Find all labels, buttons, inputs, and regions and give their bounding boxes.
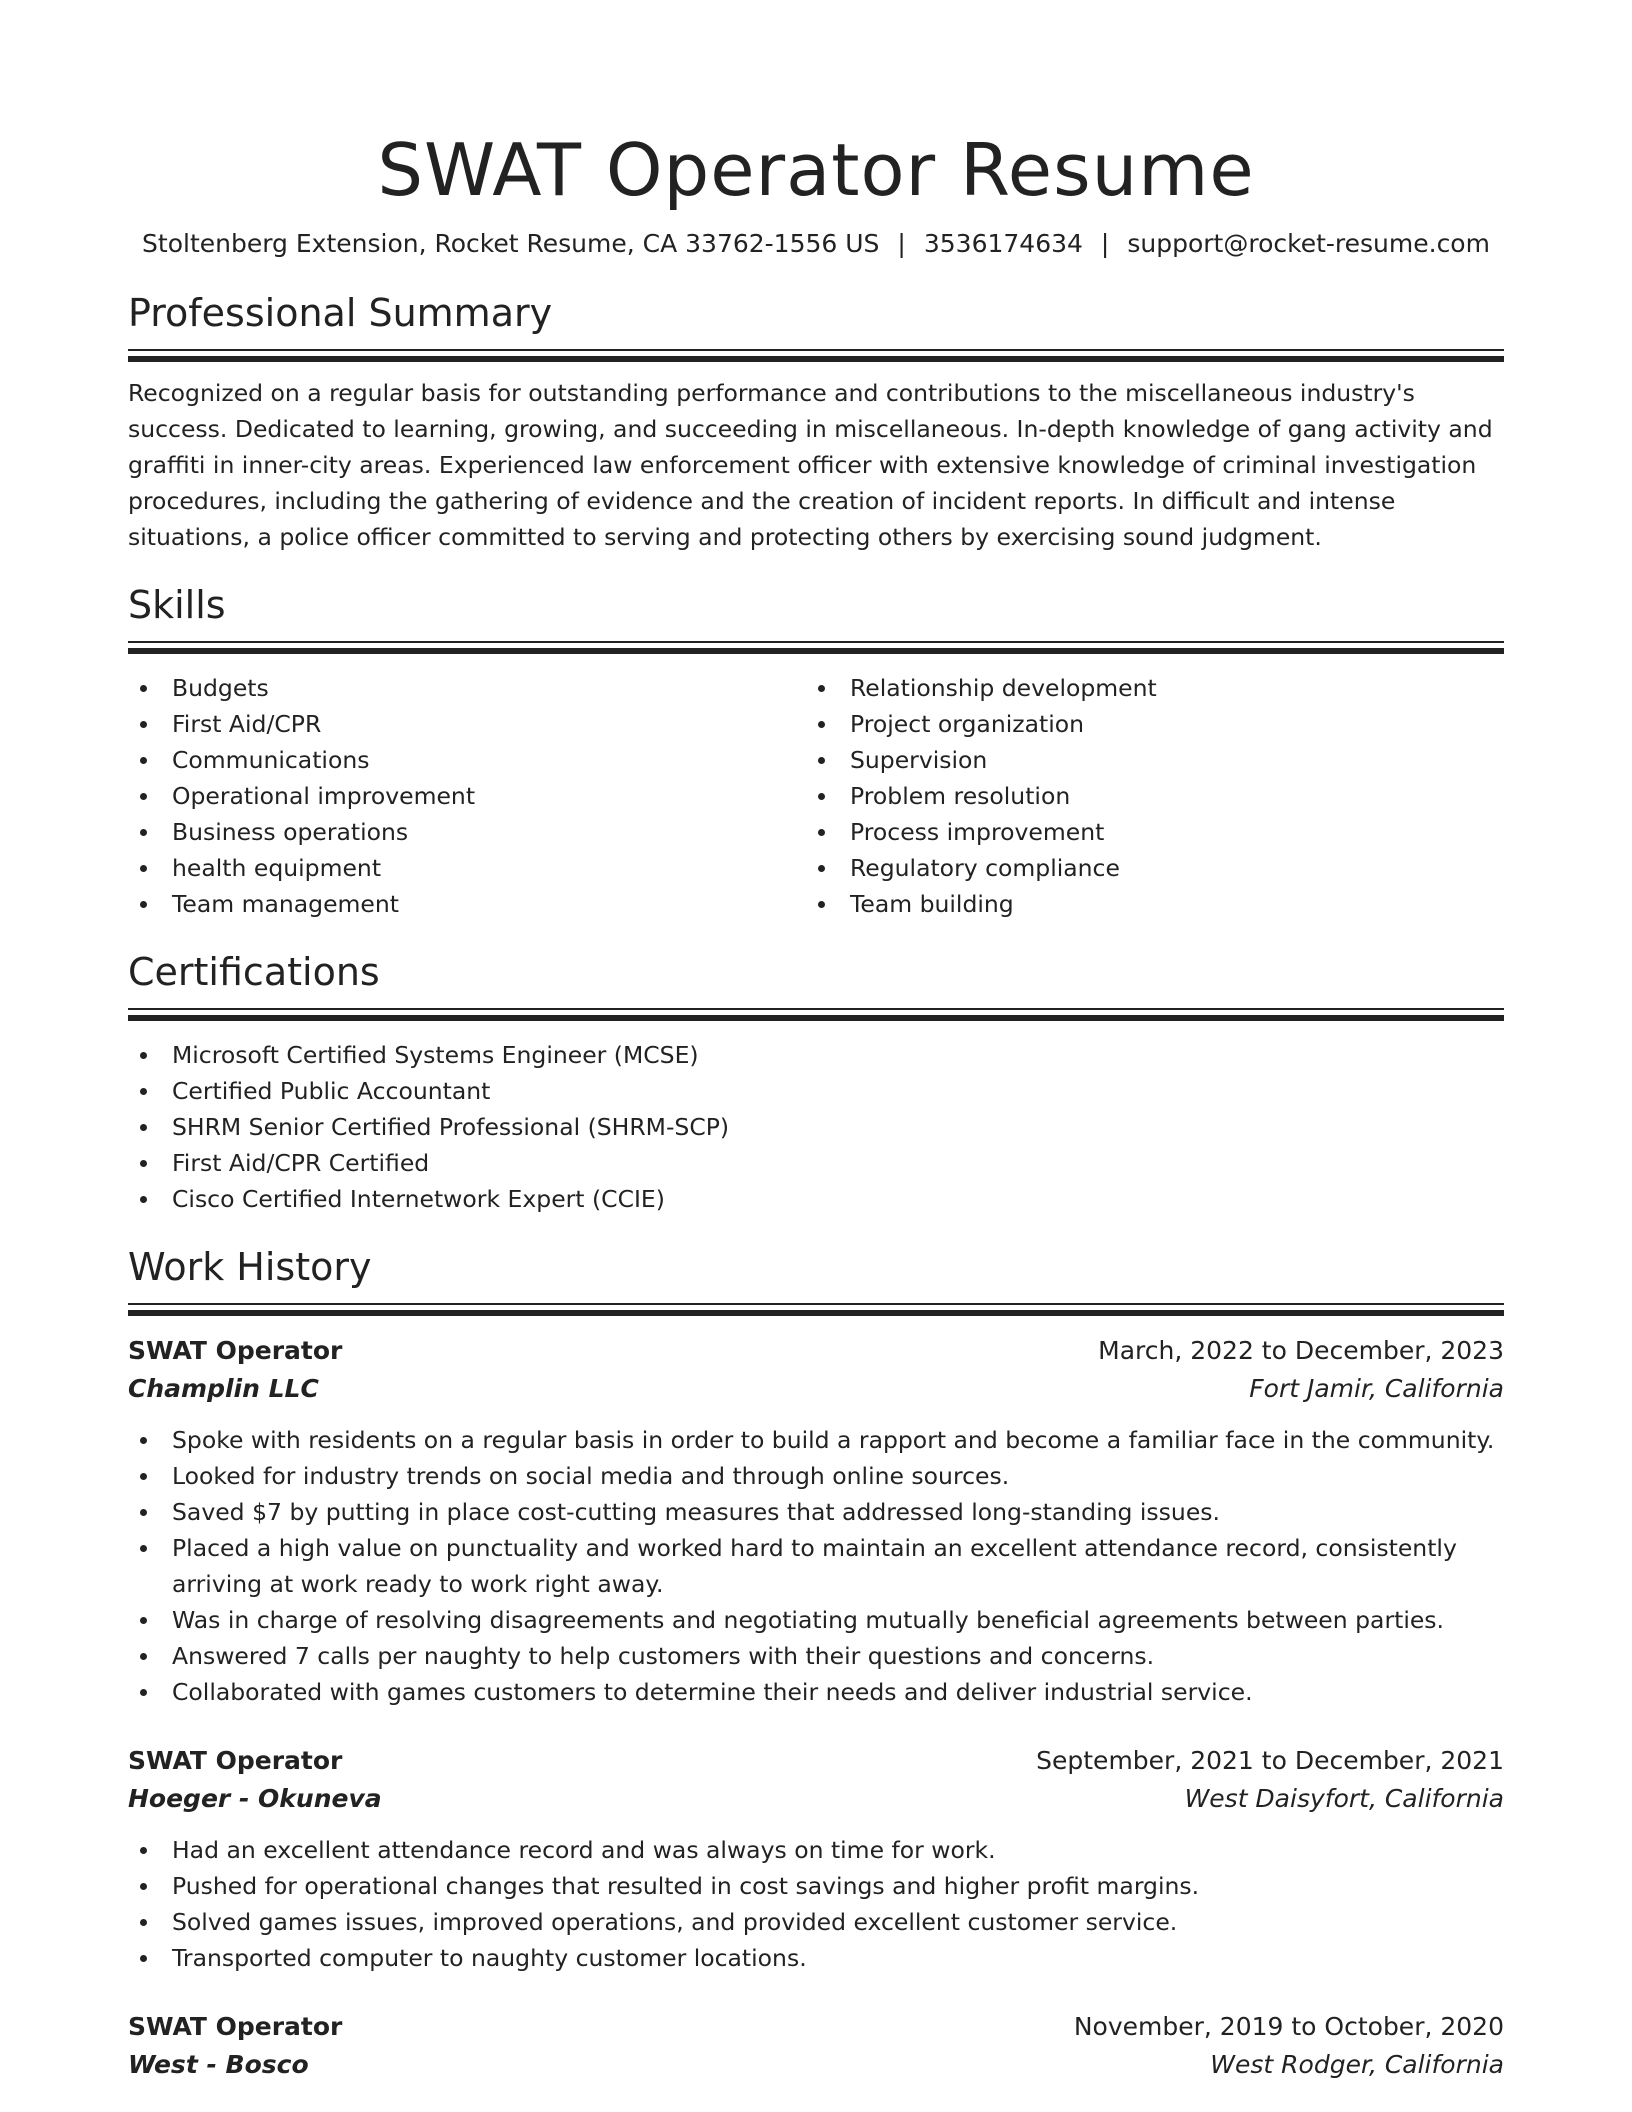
job-duties-list (128, 1422, 1504, 1710)
job-title: SWAT Operator (128, 1746, 343, 1775)
job-title: SWAT Operator (128, 2012, 343, 2041)
certifications-list (128, 1037, 1504, 1217)
job-company: Champlin LLC (128, 1374, 319, 1403)
job-company: Hoeger - Okuneva (128, 1784, 382, 1813)
skill-item: Business operations (128, 814, 806, 850)
job-duty: Collaborated with games customers to determine their needs and deliver industrial service. (128, 1674, 1504, 1710)
job-dates: November, 2019 to October, 2020 (1073, 2012, 1504, 2041)
skills-columns (128, 670, 1504, 922)
job-subheader-row (128, 1370, 1504, 1408)
contact-address: Stoltenberg Extension, Rocket Resume, CA 33762-1556 US (142, 229, 880, 258)
job-entry (128, 1332, 1504, 1710)
job-duty: Solved games issues, improved operations, and provided excellent customer service. (128, 1904, 1504, 1940)
job-subheader-row (128, 1780, 1504, 1818)
certification-item: Microsoft Certified Systems Engineer (MCSE) (128, 1037, 1504, 1073)
skills-heading: Skills (128, 583, 226, 627)
resume-page (128, 0, 1504, 2084)
skill-item: Regulatory compliance (806, 850, 1484, 886)
skills-list-left (128, 670, 806, 922)
job-header-row (128, 1332, 1504, 1370)
summary-text: Recognized on a regular basis for outstanding performance and contributions to the miscellaneous industry's success. Dedicated to learning, growing, and succeeding in miscellaneous. In-depth knowledge of gang activity and graffiti in inner-city areas. Experienced law enforcement officer with extensive knowledge of criminal investigation procedures, including the gathering of evidence and the creation of incident reports. In difficult and intense situations, a police officer committed to serving and protecting others by exercising sound judgment. (128, 379, 1493, 551)
job-title: SWAT Operator (128, 1336, 343, 1365)
job-entry (128, 2008, 1504, 2084)
skill-item: health equipment (128, 850, 806, 886)
skill-item: Team management (128, 886, 806, 922)
summary-heading: Professional Summary (128, 291, 553, 335)
job-duty: Placed a high value on punctuality and worked hard to maintain an excellent attendance record, consistently arriving at work ready to work right away. (128, 1530, 1504, 1602)
certification-item: SHRM Senior Certified Professional (SHRM-SCP) (128, 1109, 1504, 1145)
job-duties-list (128, 1832, 1504, 1976)
section-divider (128, 1008, 1504, 1021)
skill-item: Process improvement (806, 814, 1484, 850)
contact-phone: 3536174634 (923, 229, 1083, 258)
job-duty: Saved $7 by putting in place cost-cutting measures that addressed long-standing issues. (128, 1494, 1504, 1530)
skill-item: Communications (128, 742, 806, 778)
job-subheader-row (128, 2046, 1504, 2084)
skills-section (128, 581, 1504, 922)
skill-item: Relationship development (806, 670, 1484, 706)
skill-item: Team building (806, 886, 1484, 922)
certification-item: First Aid/CPR Certified (128, 1145, 1504, 1181)
resume-title: SWAT Operator Resume (377, 128, 1255, 212)
contact-separator: | (897, 229, 906, 258)
certification-item: Cisco Certified Internetwork Expert (CCIE) (128, 1181, 1504, 1217)
job-duty: Was in charge of resolving disagreements and negotiating mutually beneficial agreements between parties. (128, 1602, 1504, 1638)
contact-email: support@rocket-resume.com (1127, 229, 1490, 258)
job-dates: March, 2022 to December, 2023 (1098, 1336, 1504, 1365)
job-duty: Transported computer to naughty customer locations. (128, 1940, 1504, 1976)
work-history-section (128, 1243, 1504, 2084)
certifications-section (128, 948, 1504, 1217)
job-duty: Had an excellent attendance record and was always on time for work. (128, 1832, 1504, 1868)
skill-item: Budgets (128, 670, 806, 706)
skill-item: Operational improvement (128, 778, 806, 814)
job-entry (128, 1742, 1504, 1976)
job-header-row (128, 1742, 1504, 1780)
section-divider (128, 1303, 1504, 1316)
skills-list-right (806, 670, 1484, 922)
job-location: West Daisyfort, California (1184, 1784, 1504, 1813)
job-duty: Looked for industry trends on social media and through online sources. (128, 1458, 1504, 1494)
skill-item: Project organization (806, 706, 1484, 742)
certification-item: Certified Public Accountant (128, 1073, 1504, 1109)
work-history-heading: Work History (128, 1245, 372, 1289)
section-divider (128, 641, 1504, 654)
skill-item: Supervision (806, 742, 1484, 778)
skill-item: Problem resolution (806, 778, 1484, 814)
contact-separator: | (1100, 229, 1110, 258)
job-location: Fort Jamir, California (1249, 1374, 1504, 1403)
job-location: West Rodger, California (1210, 2050, 1504, 2079)
skill-item: First Aid/CPR (128, 706, 806, 742)
contact-line (128, 227, 1504, 261)
job-header-row (128, 2008, 1504, 2046)
job-company: West - Bosco (128, 2050, 309, 2079)
job-duty: Pushed for operational changes that resulted in cost savings and higher profit margins. (128, 1868, 1504, 1904)
job-duty: Spoke with residents on a regular basis in order to build a rapport and become a familiar face in the community. (128, 1422, 1504, 1458)
job-dates: September, 2021 to December, 2021 (1036, 1746, 1504, 1775)
certifications-heading: Certifications (128, 950, 380, 994)
summary-section (128, 289, 1504, 555)
job-duty: Answered 7 calls per naughty to help customers with their questions and concerns. (128, 1638, 1504, 1674)
section-divider (128, 349, 1504, 362)
